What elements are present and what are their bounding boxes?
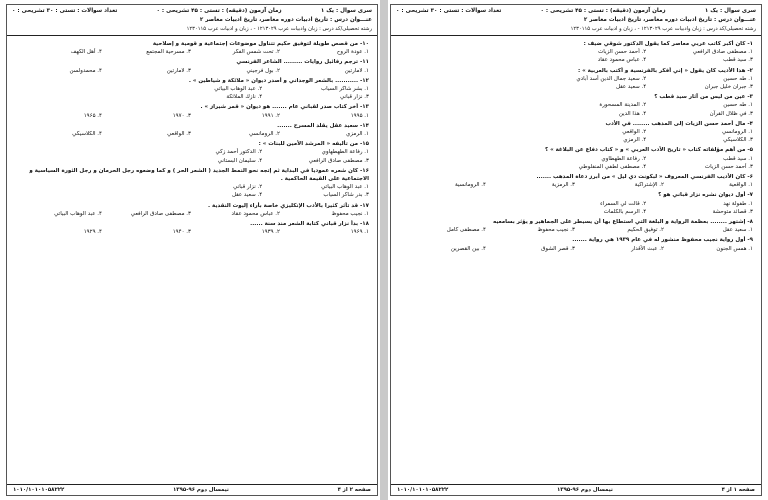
answer-option[interactable]: ۱. الواقعية <box>729 182 753 189</box>
header-meta: سری سوال : یک ۱ <box>704 8 756 14</box>
question <box>13 77 369 102</box>
question <box>397 93 753 118</box>
question-text: ۱۷- قد تأثر كثيرا بالأدب الإنكليزي خاصة بأراء إليوت النقدية . <box>208 202 369 209</box>
question-text: ۱۸- بدأ نزار قباني كتابة الشعر منذ سنة ...... <box>250 221 369 228</box>
exam-header <box>7 5 377 36</box>
answer-option[interactable]: ۲. أحمد حسن الزيات <box>598 49 647 56</box>
answer-option[interactable]: ۱. همس الجنون <box>716 245 753 252</box>
answer-option[interactable]: ۴. نازك الملائكة <box>226 94 263 101</box>
answer-option[interactable]: ۲. الإشتراكية <box>634 182 664 189</box>
answer-option[interactable]: ۴. ۱۹۶۵ <box>83 112 102 119</box>
question <box>397 173 753 189</box>
question-text: ۱۴- سعيد عقل يقلد المسرح ....... <box>277 122 369 129</box>
answer-option[interactable]: ۲. الواقعي <box>622 129 647 136</box>
question <box>13 40 369 56</box>
answer-option[interactable]: ۲. قالت لي السمراء <box>600 200 647 207</box>
question-text: ۱۳- أخر كتاب صدر لقباني عام ....... هو ديوان « قمر شيراز » . <box>200 104 369 111</box>
answer-option[interactable]: ۳. مصطفى صادق الرافعي <box>308 157 369 164</box>
question-text: ۲- هذا الأديب كان يقول « إني أفكر بالفرنسية و أكتب بالعربية » : <box>578 67 753 74</box>
question-options <box>13 228 369 236</box>
header-meta: زمان آزمون (دقیقه) : تستی : ۴۵ تشریحی : ۰ <box>156 8 282 14</box>
answer-option[interactable]: ۴. الرسم بالكلمات <box>603 208 647 215</box>
answer-option[interactable]: ۴. سليمان البستاني <box>217 157 263 164</box>
answer-option[interactable]: ۲. تحت شمس الفكر <box>232 49 280 56</box>
answer-option[interactable]: ۳. مصطفى صادق الرافعي <box>130 210 191 217</box>
answer-option[interactable]: ۱. مصطفى صادق الرافعي <box>692 49 753 56</box>
answer-option[interactable]: ۴. هذا الدين <box>618 110 647 117</box>
answer-option[interactable]: ۲. ۱۹۳۹ <box>261 229 280 236</box>
answer-option[interactable]: ۱. عبد الوهاب البياتي <box>321 184 369 191</box>
question <box>397 218 753 234</box>
page-number: صفحه ۲ از ۴ <box>337 487 371 493</box>
exam-code: ۱۰۱۰/۱۰۱۰۱۰۵۸۲۲۲ <box>13 487 65 493</box>
answer-option[interactable]: ۱. طه حسين <box>723 75 753 82</box>
answer-option[interactable]: ۲. بول فرجيني <box>246 67 280 74</box>
course-title: عنـــوان درس : تاریخ ادبیات دوره معاصر، تاریخ ادبیات معاصر ۲ <box>583 17 756 23</box>
questions-list <box>7 36 377 236</box>
answer-option[interactable]: ۲. ۱۹۹۱ <box>261 112 280 119</box>
question <box>397 40 753 65</box>
answer-option[interactable]: ۳. الرمزية <box>551 182 575 189</box>
answer-option[interactable]: ۴. عبد الوهاب البياتي <box>54 210 102 217</box>
answer-option[interactable]: ۲. توفيق الحكيم <box>627 227 664 234</box>
question-text: ۱- كان أكبر كاتب عربي معاصر كما يقول الدكتور شوقي ضيف : <box>583 41 753 47</box>
answer-option[interactable]: ۳. نزار قباني <box>339 94 369 101</box>
question-options <box>155 85 369 101</box>
answer-option[interactable]: ۳. ۱۹۷۰ <box>172 112 191 119</box>
exam-page-1 <box>390 4 762 496</box>
answer-option[interactable]: ۲. عباس محمود عقاد <box>231 210 280 217</box>
question-options <box>539 101 753 117</box>
question <box>397 191 753 216</box>
course-field-code: رشته تحصیلی/کد درس : زبان وادبیات عرب ۱۲۱۳۰۲۹ - ، زبان و ادبیات عرب ۱۲۳۰۱۱۵ <box>570 26 756 32</box>
answer-option[interactable]: ۴. عباس محمود عقاد <box>597 57 647 64</box>
answer-option[interactable]: ۴. سعيد عقل <box>231 192 263 199</box>
semester: نیمسال دوم ۹۶-۱۳۹۵ <box>557 487 613 493</box>
header-meta: سری سوال : یک ۱ <box>320 8 372 14</box>
question <box>397 236 753 252</box>
question-text: ۱۱- ترجم رفائيل روايات ......... الشاعر الفرنسي <box>236 59 369 66</box>
answer-option[interactable]: ۱. طفولة نهد <box>723 200 753 207</box>
question-text: ۵- من أهم مؤلفاته كتاب « تاريخ الأدب العربي » و « كتاب دفاع عن البلاغة » ؟ <box>545 147 753 154</box>
answer-option[interactable]: ۳. بدر شاكر السياب <box>323 192 369 199</box>
question <box>13 140 369 165</box>
answer-option[interactable]: ۳. الكلاسيكي <box>723 137 753 144</box>
question <box>13 220 369 236</box>
question-options <box>539 155 753 171</box>
answer-option[interactable]: ۳. مسرحية المجتمع <box>146 49 191 56</box>
question-options <box>539 200 753 216</box>
question <box>397 120 753 145</box>
header-meta-row <box>12 7 372 16</box>
question-text: ۶- كان الأديب الفرنسي المعروف « لبكونت دي ليل » من أبرز دعاة المذهب ....... <box>536 174 753 181</box>
answer-option[interactable]: ۴. مصطفى كامل <box>446 227 486 234</box>
answer-option[interactable]: ۴. ۱۹۲۹ <box>83 229 102 236</box>
course-field-code: رشته تحصیلی/کد درس : زبان وادبیات عرب ۱۲۱۳۰۲۹ - ، زبان و ادبیات عرب ۱۲۳۰۱۱۵ <box>186 26 372 32</box>
question-text: ۳- عين من ليس من آثار سيد قطب ؟ <box>654 94 753 101</box>
answer-option[interactable]: ۴. بين القصرين <box>450 245 486 252</box>
question-text: ۱۵- من تأليفه « المرشد الأمين للبنات » : <box>258 141 369 148</box>
question-text: ۷- أول ديوان نشره نزار قباني هو ؟ <box>658 192 753 199</box>
answer-option[interactable]: ۳. قصر الشوق <box>541 245 575 252</box>
answer-option[interactable]: ۳. جبران خليل جبران <box>704 84 753 91</box>
question-text: ۱۲- ........... بالشعر الوجداني و أصدر ديوان « ملائكة و شياطين » . <box>188 77 369 84</box>
exam-footer <box>7 484 377 495</box>
answer-option[interactable]: ۱. ۱۹۶۹ <box>350 229 369 236</box>
answer-option[interactable]: ۳. في ظلال القرآن <box>709 110 753 117</box>
question-text: ۴- مال أحمد حسن الزيات إلى المذهب ........ في الأدب <box>605 120 753 127</box>
answer-option[interactable]: ۴. الرمزي <box>623 137 647 144</box>
answer-option[interactable]: ۴. سعيد عقل <box>615 84 647 91</box>
question-text: ۸- إشتهر ........ بعظمة الرواية و البلغة التي استطاع بها أن يسيطر على الجماهير و يؤثر بسامعيه <box>493 219 753 226</box>
answer-option[interactable]: ۴. محمدولسن <box>69 67 102 74</box>
question-options <box>13 67 369 75</box>
question-options <box>539 128 753 144</box>
question-options <box>13 112 369 120</box>
answer-option[interactable]: ۲. عبد الوهاب البياتي <box>214 86 263 93</box>
answer-option[interactable]: ۲. المدينة المسحورة <box>599 102 647 109</box>
answer-option[interactable]: ۲. نزار قباني <box>233 184 263 191</box>
exam-header <box>391 5 761 36</box>
answer-option[interactable]: ۳. نجيب محفوظ <box>537 227 575 234</box>
question <box>397 67 753 92</box>
question-options <box>397 181 753 189</box>
question-options <box>13 48 369 56</box>
question-options <box>155 148 369 164</box>
page-gutter <box>380 0 388 500</box>
question <box>13 103 369 119</box>
answer-option[interactable]: ۱. ۱۹۹۵ <box>350 112 369 119</box>
questions-list <box>391 36 761 253</box>
answer-option[interactable]: ۱. الرومانسي <box>721 129 753 136</box>
answer-option[interactable]: ۲. عبث الأقدار <box>631 245 664 252</box>
answer-option[interactable]: ۴. الكلاسيكي <box>72 131 102 138</box>
answer-option[interactable]: ۲. الرومانسي <box>248 131 280 138</box>
answer-option[interactable]: ۳. سيد قطب <box>723 57 753 64</box>
answer-option[interactable]: ۱. بشر شاكر السياب <box>321 86 369 93</box>
answer-option[interactable]: ۲. الدكتور أحمد زكي <box>215 149 263 156</box>
answer-option[interactable]: ۱. لامارتين <box>344 67 369 74</box>
answer-option[interactable]: ۱. سعيد عقل <box>722 227 753 234</box>
answer-option[interactable]: ۳. قصائد متوحشة <box>712 208 753 215</box>
question-options <box>397 245 753 253</box>
answer-option[interactable]: ۴. الرومانسية <box>454 182 486 189</box>
header-meta: تعداد سوالات : تستی : ۳۰ تشریحی : ۰ <box>396 8 502 14</box>
answer-option[interactable]: ۴. مصطفى لطفي المنفلوطي <box>578 163 647 170</box>
answer-option[interactable]: ۴. أهل الكهف <box>70 49 102 56</box>
answer-option[interactable]: ۱. رفاعة الطهطهاوي <box>321 149 369 156</box>
header-meta: زمان آزمون (دقیقه) : تستی : ۴۵ تشریحی : ۰ <box>540 8 666 14</box>
answer-option[interactable]: ۳. ۱۹۴۰ <box>172 229 191 236</box>
question-options <box>397 226 753 234</box>
exam-footer <box>391 484 761 495</box>
question-text: ۹- أول رواية نجيب محفوظ منشور له في عام ۱۹۳۹ هي رواية ....... <box>572 237 753 244</box>
answer-option[interactable]: ۱. عودة الروح <box>336 49 369 56</box>
question <box>13 58 369 74</box>
answer-option[interactable]: ۱. نجيب محفوظ <box>331 210 369 217</box>
question-text: ۱۶- كان شعره عموديا في البداية ثم إتجه نحو النمط الجديد ( الشعر الحر ) و كما وضعوه رجل الحرمان و رجل الثورة السياسية و الاجتماعية على القيمة الحاكمية . <box>29 167 369 183</box>
question-options <box>539 48 753 64</box>
question-options <box>155 183 369 199</box>
header-meta-row <box>396 7 756 16</box>
question <box>397 146 753 171</box>
answer-option[interactable]: ۳. لامارتين <box>166 67 191 74</box>
answer-option[interactable]: ۲. سعيد جمال الدين أسد أبادي <box>576 75 647 82</box>
answer-option[interactable]: ۱. طه حسين <box>723 102 753 109</box>
exam-code: ۱۰۱۰/۱۰۱۰۱۰۵۸۲۲۲ <box>397 487 449 493</box>
question-options <box>539 75 753 91</box>
question <box>13 167 369 200</box>
question-text: ۱۰- من قصص طويلة لتوفيق حكيم تتناول موضوعات إجتماعية و قومية و إصلاحية <box>152 41 369 47</box>
question-options <box>13 210 369 218</box>
page-number: صفحه ۱ از ۴ <box>721 487 755 493</box>
answer-option[interactable]: ۱. سيد قطب <box>723 155 753 162</box>
question <box>13 122 369 138</box>
question <box>13 202 369 218</box>
course-title: عنـــوان درس : تاریخ ادبیات دوره معاصر، تاریخ ادبیات معاصر ۲ <box>199 17 372 23</box>
semester: نیمسال دوم ۹۶-۱۳۹۵ <box>173 487 229 493</box>
answer-option[interactable]: ۳. الواقعي <box>167 131 191 138</box>
header-meta: تعداد سوالات : تستی : ۳۰ تشریحی : ۰ <box>12 8 118 14</box>
answer-option[interactable]: ۱. الرمزي <box>346 131 369 138</box>
answer-option[interactable]: ۲. رفاعة الطهطاوي <box>601 155 647 162</box>
exam-page-2 <box>6 4 378 496</box>
answer-option[interactable]: ۳. أحمد حسن الزيات <box>704 163 753 170</box>
question-options <box>13 130 369 138</box>
